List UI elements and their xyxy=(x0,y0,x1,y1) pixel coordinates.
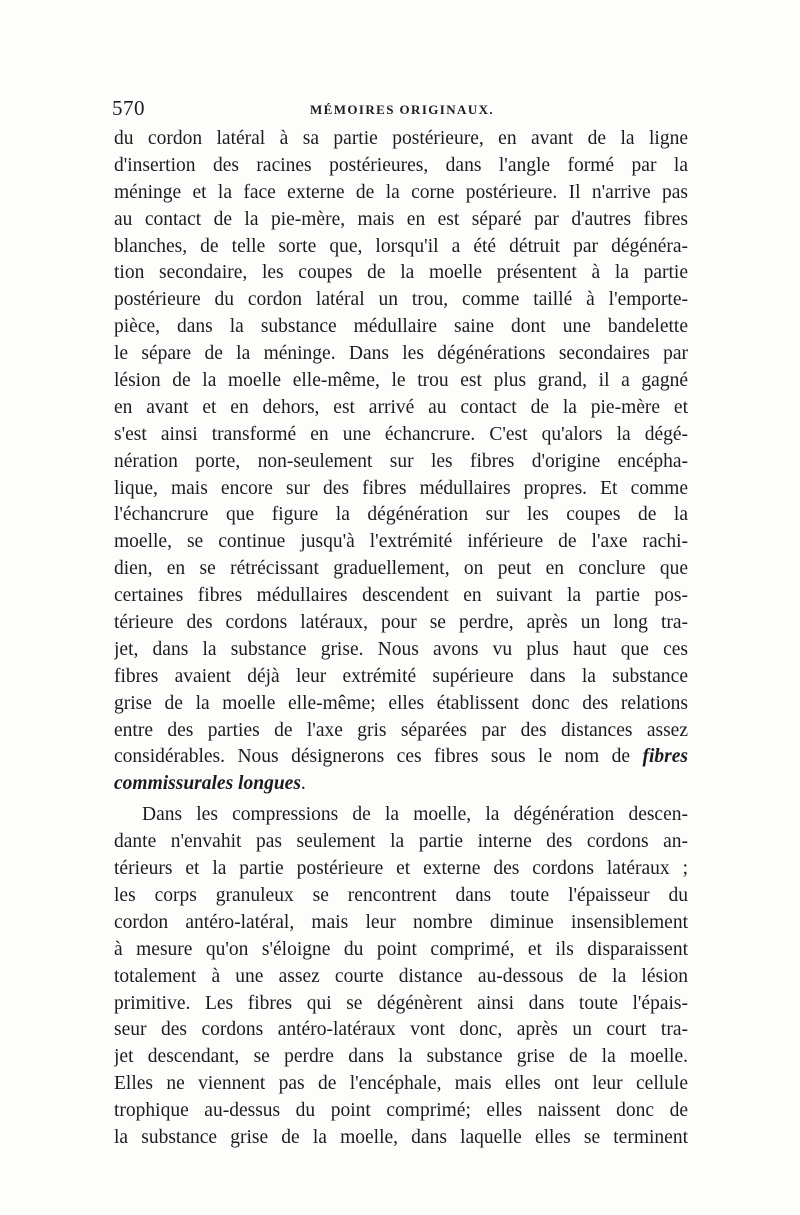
text-line: dien, en se rétrécissant graduellement, on peut en conclure que xyxy=(114,558,688,580)
text-line: lésion de la moelle elle-même, le trou est plus grand, il a gagné xyxy=(114,370,688,392)
paragraph-1 xyxy=(114,126,688,798)
page-number: 570 xyxy=(112,96,145,120)
text-line: tion secondaire, les coupes de la moelle présentent à la partie xyxy=(114,262,688,284)
italic-term: commissurales longues xyxy=(114,773,301,795)
text-line: au contact de la pie-mère, mais en est séparé par d'autres fibres xyxy=(114,208,688,230)
text-line: totalement à une assez courte distance au-dessous de la lésion xyxy=(114,965,688,987)
text-line: térieurs et la partie postérieure et externe des cordons latéraux ; xyxy=(114,858,688,880)
body-text xyxy=(114,126,688,1152)
text-line: en avant et en dehors, est arrivé au contact de la pie-mère et xyxy=(114,396,688,418)
text-line: s'est ainsi transformé en une échancrure. C'est qu'alors la dégé- xyxy=(114,423,688,445)
text-line: nération porte, non-seulement sur les fibres d'origine encépha- xyxy=(114,450,688,472)
text-line: certaines fibres médullaires descendent en suivant la partie pos- xyxy=(114,585,688,607)
text-line: cordon antéro-latéral, mais leur nombre diminue insensiblement xyxy=(114,911,688,933)
text-line: à mesure qu'on s'éloigne du point comprimé, et ils disparaissent xyxy=(114,938,688,960)
text-line: Elles ne viennent pas de l'encéphale, mais elles ont leur cellule xyxy=(114,1073,688,1095)
text-line: Dans les compressions de la moelle, la dégénération descen- xyxy=(142,804,688,826)
text-line: pièce, dans la substance médullaire saine dont une bandelette xyxy=(114,316,688,338)
text-line: jet, dans la substance grise. Nous avons vu plus haut que ces xyxy=(114,638,688,660)
text-line: méninge et la face externe de la corne postérieure. Il n'arrive pas xyxy=(114,181,688,203)
text-line: la substance grise de la moelle, dans laquelle elles se terminent xyxy=(114,1126,688,1148)
text-line: térieure des cordons latéraux, pour se perdre, après un long tra- xyxy=(114,612,688,634)
text-line: dante n'envahit pas seulement la partie interne des cordons an- xyxy=(114,831,688,853)
text-line xyxy=(114,744,688,771)
running-head xyxy=(112,96,688,122)
text-segment: considérables. Nous désignerons ces fibres sous le nom de xyxy=(114,746,643,768)
running-head-title: MÉMOIRES ORIGINAUX. xyxy=(310,102,495,117)
text-line: entre des parties de l'axe gris séparées par des distances assez xyxy=(114,719,688,741)
paragraph-2 xyxy=(114,802,688,1152)
text-line: d'insertion des racines postérieures, dans l'angle formé par la xyxy=(114,154,688,176)
text-line: blanches, de telle sorte que, lorsqu'il a été détruit par dégénéra- xyxy=(114,235,688,257)
text-line: trophique au-dessus du point comprimé; elles naissent donc de xyxy=(114,1100,688,1122)
text-line: moelle, se continue jusqu'à l'extrémité inférieure de l'axe rachi- xyxy=(114,531,688,553)
italic-term: fibres xyxy=(642,746,688,768)
text-line: postérieure du cordon latéral un trou, comme taillé à l'emporte- xyxy=(114,289,688,311)
text-line: le sépare de la méninge. Dans les dégénérations secondaires par xyxy=(114,343,688,365)
text-line: du cordon latéral à sa partie postérieure, en avant de la ligne xyxy=(114,128,688,149)
text-segment: . xyxy=(300,773,306,795)
text-line: fibres avaient déjà leur extrémité supérieure dans la substance xyxy=(114,665,688,687)
text-line xyxy=(114,771,688,798)
text-line: lique, mais encore sur des fibres médullaires propres. Et comme xyxy=(114,477,688,499)
text-line: seur des cordons antéro-latéraux vont donc, après un court tra- xyxy=(114,1019,688,1041)
text-line: jet descendant, se perdre dans la substance grise de la moelle. xyxy=(114,1046,688,1068)
text-line: les corps granuleux se rencontrent dans toute l'épaisseur du xyxy=(114,884,688,906)
text-line: l'échancrure que figure la dégénération sur les coupes de la xyxy=(114,504,688,526)
text-line: grise de la moelle elle-même; elles établissent donc des relations xyxy=(114,692,688,714)
text-line: primitive. Les fibres qui se dégénèrent ainsi dans toute l'épais- xyxy=(114,992,688,1014)
